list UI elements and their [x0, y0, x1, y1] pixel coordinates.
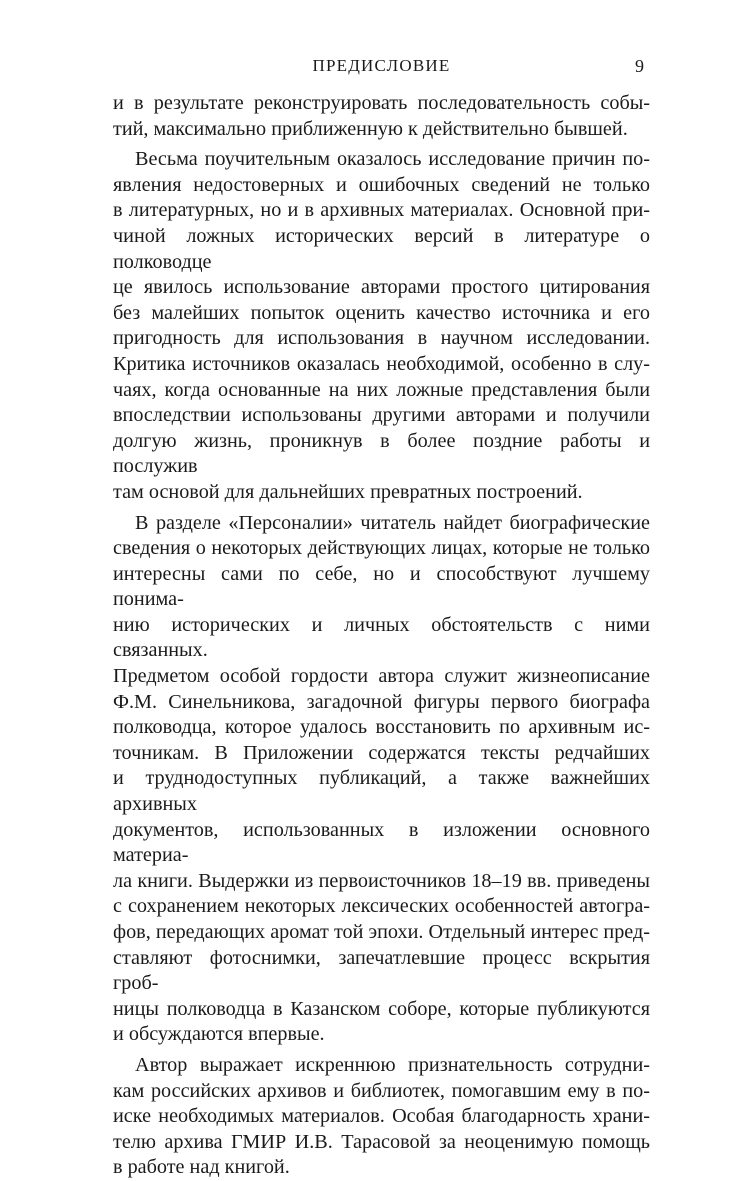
text-line: Ф.М. Синельникова, загадочной фигуры первого биографа	[113, 690, 650, 713]
text-line: точникам. В Приложении содержатся тексты редчайших	[113, 741, 650, 764]
text-line: документов, использованных в изложении основного материа-	[113, 818, 650, 867]
text-line: долгую жизнь, проникнув в более поздние работы и послужив	[113, 429, 650, 478]
text-line: и обсуждаются впервые.	[113, 1023, 325, 1046]
page-number: 9	[635, 56, 644, 76]
text-line: впоследствии использованы другими авторами и получили	[113, 404, 650, 427]
text-line: В разделе «Персоналии» читатель найдет биографические	[135, 511, 650, 534]
text-line: нию исторических и личных обстоятельств с ними связанных.	[113, 613, 650, 662]
text-line: в литературных, но и в архивных материалах. Основной при-	[113, 199, 650, 222]
text-line: Автор выражает искреннюю признательность сотрудни-	[135, 1053, 650, 1076]
text-line: и в результате реконструировать последовательность собы-	[113, 92, 650, 114]
text-line: без малейших попыток оценить качество источника и его	[113, 301, 650, 324]
text-line: там основой для дальнейших превратных построений.	[113, 480, 583, 503]
text-line: полководца, которое удалось восстановить по архивным ис-	[113, 716, 650, 739]
text-line: явления недостоверных и ошибочных сведений не только	[113, 173, 650, 196]
text-line: в работе над книгой.	[113, 1156, 290, 1179]
running-title: ПРЕДИСЛОВИЕ	[312, 56, 451, 75]
paragraph-source-criticism	[113, 147, 650, 505]
paragraph-personalia	[113, 511, 650, 1048]
text-line: с сохранением некоторых лексических особенностей автогра-	[113, 895, 650, 918]
text-line: чиной ложных исторических версий в литературе о полководце	[113, 224, 650, 273]
body-text	[113, 91, 650, 1181]
text-line: ставляют фотоснимки, запечатлевшие процесс вскрытия гроб-	[113, 946, 650, 995]
text-line: иске необходимых материалов. Особая благодарность храни-	[113, 1105, 650, 1128]
paragraph-acknowledgements	[113, 1053, 650, 1181]
text-line: фов, передающих аромат той эпохи. Отдельный интерес пред-	[113, 921, 650, 943]
text-line: ла книги. Выдержки из первоисточников 18–19 вв. приведены	[113, 869, 650, 892]
text-line: Весьма поучительным оказалось исследование причин по-	[135, 148, 650, 171]
text-line: сведения о некоторых действующих лицах, которые не только	[113, 537, 650, 560]
text-line: Критика источников оказалась необходимой, особенно в слу-	[113, 352, 650, 375]
text-line: Предметом особой гордости автора служит жизнеописание	[113, 665, 650, 688]
text-line: телю архива ГМИР И.В. Тарасовой за неоценимую помощь	[113, 1130, 650, 1153]
running-head	[113, 54, 650, 78]
text-line: и труднодоступных публикаций, а также важнейших архивных	[113, 767, 650, 816]
text-line: це явилось использование авторами простого цитирования	[113, 276, 650, 299]
text-line: ницы полководца в Казанском соборе, которые публикуются	[113, 997, 650, 1020]
paragraph-continuation	[113, 91, 650, 142]
text-line: кам российских архивов и библиотек, помогавшим ему в по-	[113, 1079, 650, 1102]
text-line: тий, максимально приближенную к действительно бывшей.	[113, 117, 628, 140]
text-line: интересны сами по себе, но и способствуют лучшему понима-	[113, 562, 650, 611]
text-line: чаях, когда основанные на них ложные представления были	[113, 378, 650, 401]
text-line: пригодность для использования в научном исследовании.	[113, 327, 650, 350]
